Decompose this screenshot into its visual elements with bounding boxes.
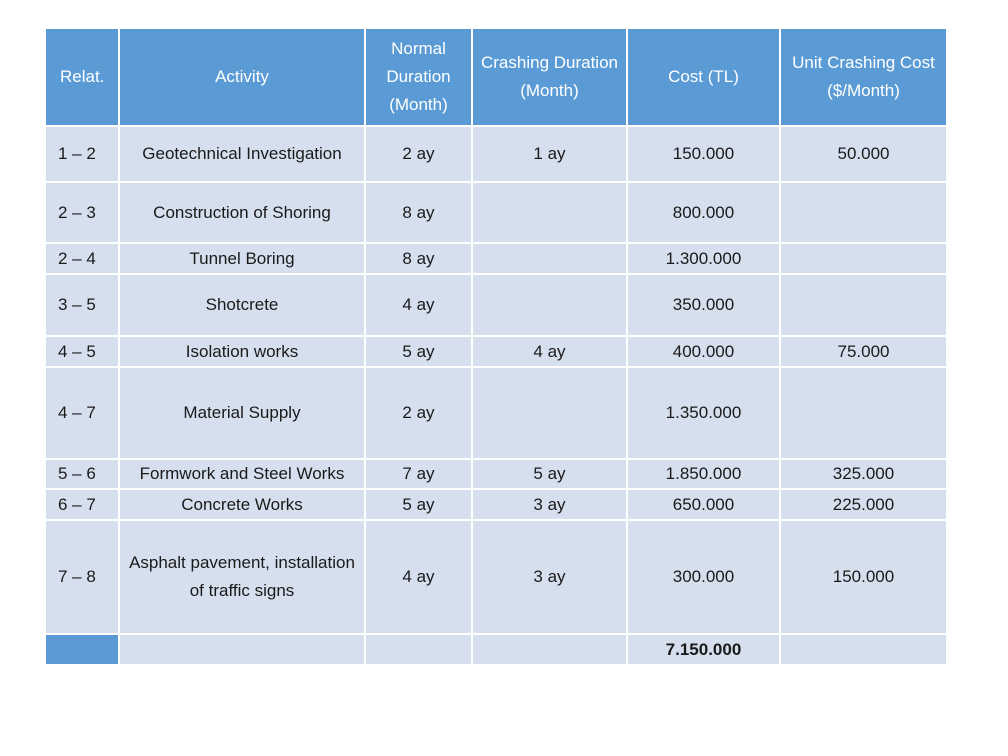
unit-crashing-cost-cell: 150.000 (780, 520, 947, 634)
cost-cell: 1.300.000 (627, 243, 780, 274)
activity-cell: Asphalt pavement, installation of traffic signs (119, 520, 365, 634)
activity-cell: Shotcrete (119, 274, 365, 336)
cost-cell: 650.000 (627, 489, 780, 520)
empty-cell (780, 634, 947, 665)
unit-crashing-cost-cell (780, 243, 947, 274)
normal-duration-cell: 4 ay (365, 520, 472, 634)
crashing-duration-cell: 4 ay (472, 336, 627, 367)
relat-cell: 3 – 5 (45, 274, 119, 336)
crashing-duration-cell: 3 ay (472, 489, 627, 520)
relat-cell: 2 – 3 (45, 182, 119, 243)
cost-cell: 150.000 (627, 126, 780, 182)
unit-crashing-cost-cell: 75.000 (780, 336, 947, 367)
header-row (45, 28, 947, 126)
empty-cell (472, 634, 627, 665)
normal-duration-cell: 2 ay (365, 367, 472, 459)
normal-duration-cell: 8 ay (365, 243, 472, 274)
crashing-duration-cell (472, 274, 627, 336)
table-row (45, 367, 947, 459)
empty-cell (119, 634, 365, 665)
total-row (45, 634, 947, 665)
table-row (45, 182, 947, 243)
relat-cell: 5 – 6 (45, 459, 119, 489)
normal-duration-cell: 7 ay (365, 459, 472, 489)
activity-cell: Material Supply (119, 367, 365, 459)
normal-duration-cell: 5 ay (365, 336, 472, 367)
cost-cell: 1.350.000 (627, 367, 780, 459)
empty-cell (365, 634, 472, 665)
normal-duration-cell: 5 ay (365, 489, 472, 520)
cost-cell: 300.000 (627, 520, 780, 634)
cost-cell: 400.000 (627, 336, 780, 367)
table-row (45, 520, 947, 634)
normal-duration-cell: 4 ay (365, 274, 472, 336)
unit-crashing-cost-cell: 50.000 (780, 126, 947, 182)
header-cost: Cost (TL) (627, 28, 780, 126)
unit-crashing-cost-cell (780, 274, 947, 336)
unit-crashing-cost-cell (780, 182, 947, 243)
cost-cell: 800.000 (627, 182, 780, 243)
table-row (45, 336, 947, 367)
table-row (45, 243, 947, 274)
unit-crashing-cost-cell: 325.000 (780, 459, 947, 489)
table-row (45, 274, 947, 336)
activity-cell: Isolation works (119, 336, 365, 367)
relat-cell: 2 – 4 (45, 243, 119, 274)
header-crashing-duration: Crashing Duration (Month) (472, 28, 627, 126)
header-relat: Relat. (45, 28, 119, 126)
activity-cell: Geotechnical Investigation (119, 126, 365, 182)
relat-cell: 6 – 7 (45, 489, 119, 520)
activity-cell: Formwork and Steel Works (119, 459, 365, 489)
header-activity: Activity (119, 28, 365, 126)
relat-cell: 4 – 5 (45, 336, 119, 367)
total-label-cell (45, 634, 119, 665)
unit-crashing-cost-cell (780, 367, 947, 459)
crashing-duration-cell: 5 ay (472, 459, 627, 489)
table-row (45, 126, 947, 182)
crashing-duration-cell (472, 367, 627, 459)
relat-cell: 4 – 7 (45, 367, 119, 459)
crashing-duration-cell: 1 ay (472, 126, 627, 182)
relat-cell: 7 – 8 (45, 520, 119, 634)
header-unit-crashing-cost: Unit Crashing Cost ($/Month) (780, 28, 947, 126)
crashing-duration-cell (472, 182, 627, 243)
crashing-duration-cell (472, 243, 627, 274)
header-normal-duration: Normal Duration (Month) (365, 28, 472, 126)
table-row (45, 489, 947, 520)
total-cost-cell: 7.150.000 (627, 634, 780, 665)
table-row (45, 459, 947, 489)
cost-cell: 350.000 (627, 274, 780, 336)
relat-cell: 1 – 2 (45, 126, 119, 182)
crashing-duration-cell: 3 ay (472, 520, 627, 634)
unit-crashing-cost-cell: 225.000 (780, 489, 947, 520)
activity-cell: Construction of Shoring (119, 182, 365, 243)
normal-duration-cell: 8 ay (365, 182, 472, 243)
cost-cell: 1.850.000 (627, 459, 780, 489)
activity-cell: Concrete Works (119, 489, 365, 520)
activity-cell: Tunnel Boring (119, 243, 365, 274)
normal-duration-cell: 2 ay (365, 126, 472, 182)
activity-cost-table (44, 27, 948, 666)
